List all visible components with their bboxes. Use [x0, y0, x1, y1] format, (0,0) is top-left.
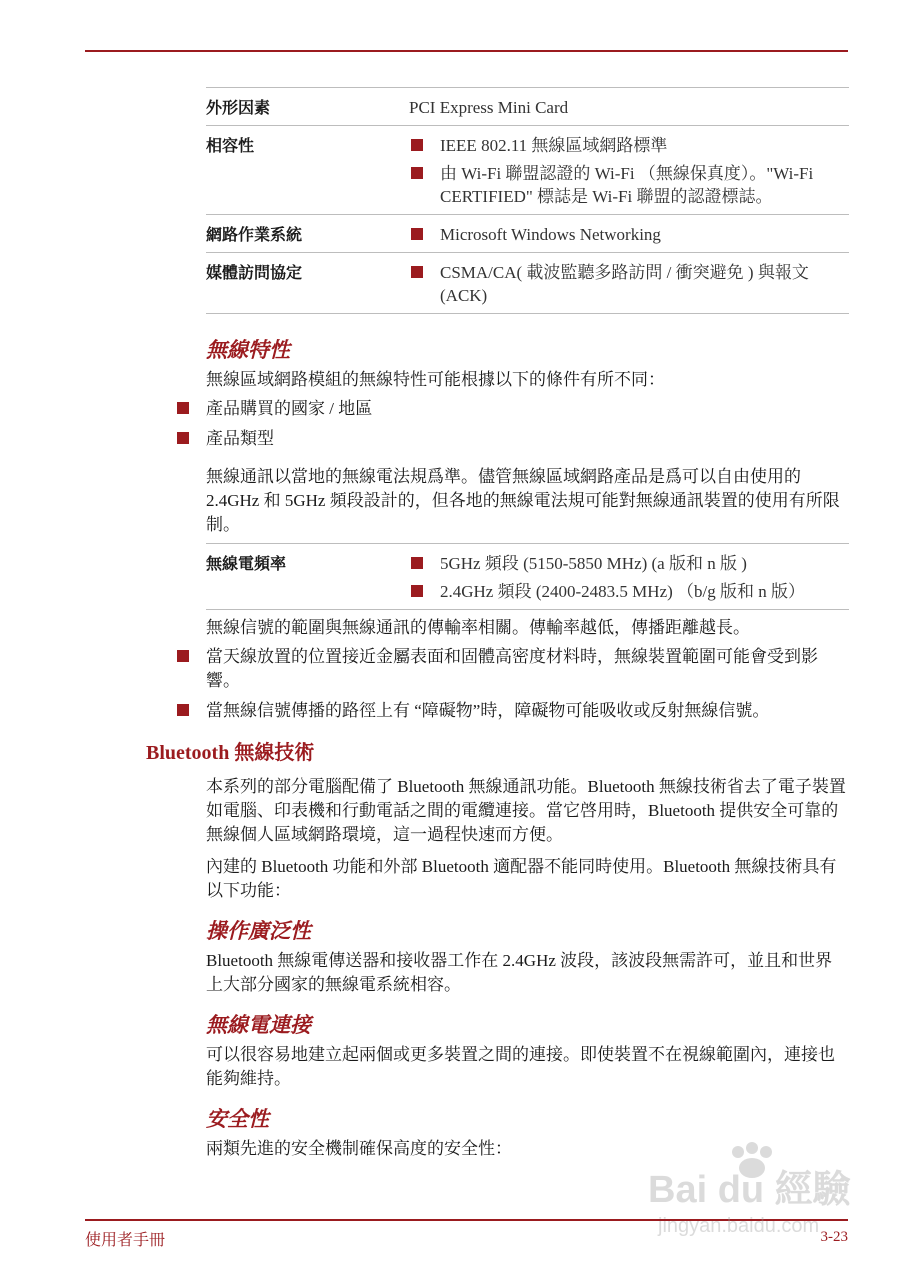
- list-item: 產品類型: [175, 427, 849, 451]
- section-heading-security: 安全性: [206, 1107, 269, 1131]
- list-item: CSMA/CA( 載波監聽多路訪問 / 衝突避免 ) 與報文 (ACK): [409, 261, 849, 307]
- list-item: 產品購買的國家 / 地區: [175, 397, 849, 421]
- list-item: 2.4GHz 頻段 (2400-2483.5 MHz) （b/g 版和 n 版）: [409, 580, 849, 603]
- paragraph: Bluetooth 無線電傳送器和接收器工作在 2.4GHz 波段，該波段無需許可，並且和世界上大部分國家的無線電系統相容。: [206, 951, 833, 994]
- section-heading-wireless-characteristics: 無線特性: [206, 338, 290, 362]
- bullet-list: [175, 397, 849, 451]
- spec-value: [409, 126, 849, 215]
- list-item: IEEE 802.11 無線區域網路標準: [409, 134, 849, 157]
- paragraph: 可以很容易地建立起兩個或更多裝置之間的連接。即使裝置不在視線範圍內，連接也能夠維持。: [206, 1045, 835, 1088]
- list-item: 當天線放置的位置接近金屬表面和固體高密度材料時，無線裝置範圍可能會受到影響。: [175, 645, 847, 693]
- section-heading-radio-connection: 無線電連接: [206, 1013, 311, 1037]
- spec-row-form-factor: [206, 88, 849, 126]
- square-bullet-icon: [411, 557, 423, 569]
- spec-label: 相容性: [206, 126, 409, 215]
- square-bullet-icon: [411, 228, 423, 240]
- square-bullet-icon: [411, 585, 423, 597]
- spec-label: 網路作業系統: [206, 215, 409, 253]
- list-item: 由 Wi-Fi 聯盟認證的 Wi-Fi （無線保真度）。"Wi-Fi CERTIFIED" 標誌是 Wi-Fi 聯盟的認證標誌。: [409, 162, 849, 208]
- square-bullet-icon: [411, 266, 423, 278]
- spec-label: 無線電頻率: [206, 544, 409, 610]
- paragraph: 無線信號的範圍與無線通訊的傳輸率相關。傳輸率越低，傳播距離越長。: [206, 618, 750, 637]
- section-heading-universality: 操作廣泛性: [206, 919, 311, 943]
- page-content: [146, 87, 849, 1161]
- paragraph: 無線區域網路模組的無線特性可能根據以下的條件有所不同：: [206, 370, 665, 389]
- square-bullet-icon: [177, 650, 189, 662]
- spec-value: [409, 544, 849, 610]
- baidu-watermark-logo: [640, 1140, 860, 1240]
- spec-row-network-os: [206, 215, 849, 253]
- square-bullet-icon: [177, 402, 189, 414]
- paragraph: 本系列的部分電腦配備了 Bluetooth 無線通訊功能。Bluetooth 無線技術省去了電子裝置如電腦、印表機和行動電話之間的電纜連接。當它啓用時，Bluetooth 提供安全可靠的無線個人區域網路環境，這一過程快速而方便。: [206, 777, 846, 844]
- spec-label: 媒體訪問協定: [206, 253, 409, 314]
- watermark-logo-text: Bai du 經驗: [648, 1169, 851, 1211]
- paragraph: 無線通訊以當地的無線電法規爲準。儘管無線區域網路產品是爲可以自由使用的 2.4GHz 和 5GHz 頻段設計的，但各地的無線電法規可能對無線通訊裝置的使用有所限制。: [206, 467, 840, 534]
- watermark-url: jingyan.baidu.com: [658, 1215, 820, 1237]
- spec-value: [409, 215, 849, 253]
- footer-manual-title: 使用者手冊: [85, 1232, 166, 1249]
- header-rule: [85, 50, 848, 52]
- square-bullet-icon: [177, 704, 189, 716]
- spec-label: 外形因素: [206, 88, 409, 126]
- paragraph: 兩類先進的安全機制確保高度的安全性：: [206, 1139, 512, 1158]
- spec-table-wlan: [206, 87, 849, 314]
- list-item: Microsoft Windows Networking: [409, 223, 849, 246]
- square-bullet-icon: [177, 432, 189, 444]
- spec-row-media-access: [206, 253, 849, 314]
- square-bullet-icon: [411, 139, 423, 151]
- spec-row-compatibility: [206, 126, 849, 215]
- spec-value: [409, 253, 849, 314]
- spec-table-radio: [206, 543, 849, 610]
- page-number: 3-23: [820, 1229, 848, 1245]
- paragraph: 內建的 Bluetooth 功能和外部 Bluetooth 適配器不能同時使用。Bluetooth 無線技術具有以下功能：: [206, 857, 837, 900]
- square-bullet-icon: [411, 167, 423, 179]
- list-item: 5GHz 頻段 (5150-5850 MHz) (a 版和 n 版 ): [409, 552, 849, 575]
- spec-row-radio-frequency: [206, 544, 849, 610]
- list-item: 當無線信號傳播的路徑上有 “障礙物”時，障礙物可能吸收或反射無線信號。: [175, 699, 847, 723]
- spec-value: PCI Express Mini Card: [409, 88, 849, 126]
- section-heading-bluetooth: Bluetooth 無線技術: [146, 742, 315, 764]
- bullet-list: [175, 645, 847, 723]
